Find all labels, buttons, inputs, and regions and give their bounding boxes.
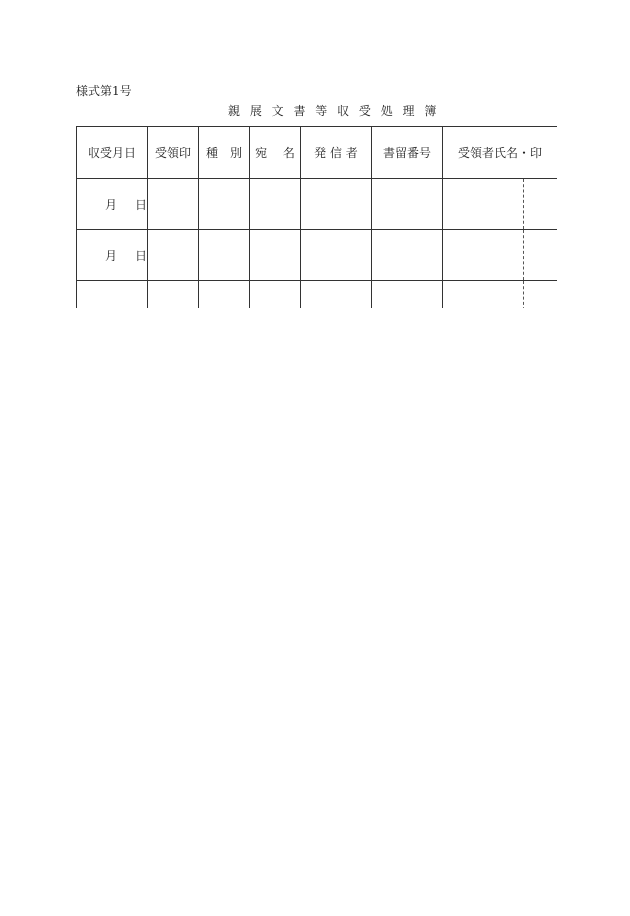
date-cell (77, 281, 148, 309)
addressee-cell (250, 230, 301, 281)
form-number: 様式第1号 (76, 84, 132, 98)
receipt-seal-cell (148, 281, 199, 309)
registered-number-cell (372, 179, 443, 230)
recipient-name-seal-cell (443, 281, 558, 309)
recipient-name-seal-cell (443, 230, 558, 281)
header-recipient-name-seal: 受領者氏名・印 (443, 127, 558, 179)
table-row (77, 179, 558, 230)
header-row (77, 127, 558, 179)
type-cell (199, 230, 250, 281)
document-title: 親 展 文 書 等 収 受 処 理 簿 (228, 104, 440, 118)
date-cell (77, 230, 148, 281)
register-grid (76, 126, 557, 308)
sender-cell (301, 281, 372, 309)
header-receipt-seal: 受領印 (148, 127, 199, 179)
date-cell (77, 179, 148, 230)
day-label: 日 (135, 197, 148, 212)
registered-number-cell (372, 230, 443, 281)
header-addressee: 宛 名 (250, 127, 301, 179)
receipt-register-table (76, 126, 557, 308)
recipient-name-seal-cell (443, 179, 558, 230)
seal-divider (523, 230, 524, 280)
month-label: 月 (105, 248, 118, 263)
header-received-date: 収受月日 (77, 127, 148, 179)
seal-divider (523, 281, 524, 308)
type-cell (199, 281, 250, 309)
table-row (77, 230, 558, 281)
type-cell (199, 179, 250, 230)
header-type: 種 別 (199, 127, 250, 179)
receipt-seal-cell (148, 230, 199, 281)
sender-cell (301, 179, 372, 230)
month-label: 月 (105, 197, 118, 212)
addressee-cell (250, 179, 301, 230)
header-sender: 発 信 者 (301, 127, 372, 179)
addressee-cell (250, 281, 301, 309)
day-label: 日 (135, 248, 148, 263)
table-row (77, 281, 558, 309)
receipt-seal-cell (148, 179, 199, 230)
sender-cell (301, 230, 372, 281)
registered-number-cell (372, 281, 443, 309)
seal-divider (523, 179, 524, 229)
header-registered-number: 書留番号 (372, 127, 443, 179)
